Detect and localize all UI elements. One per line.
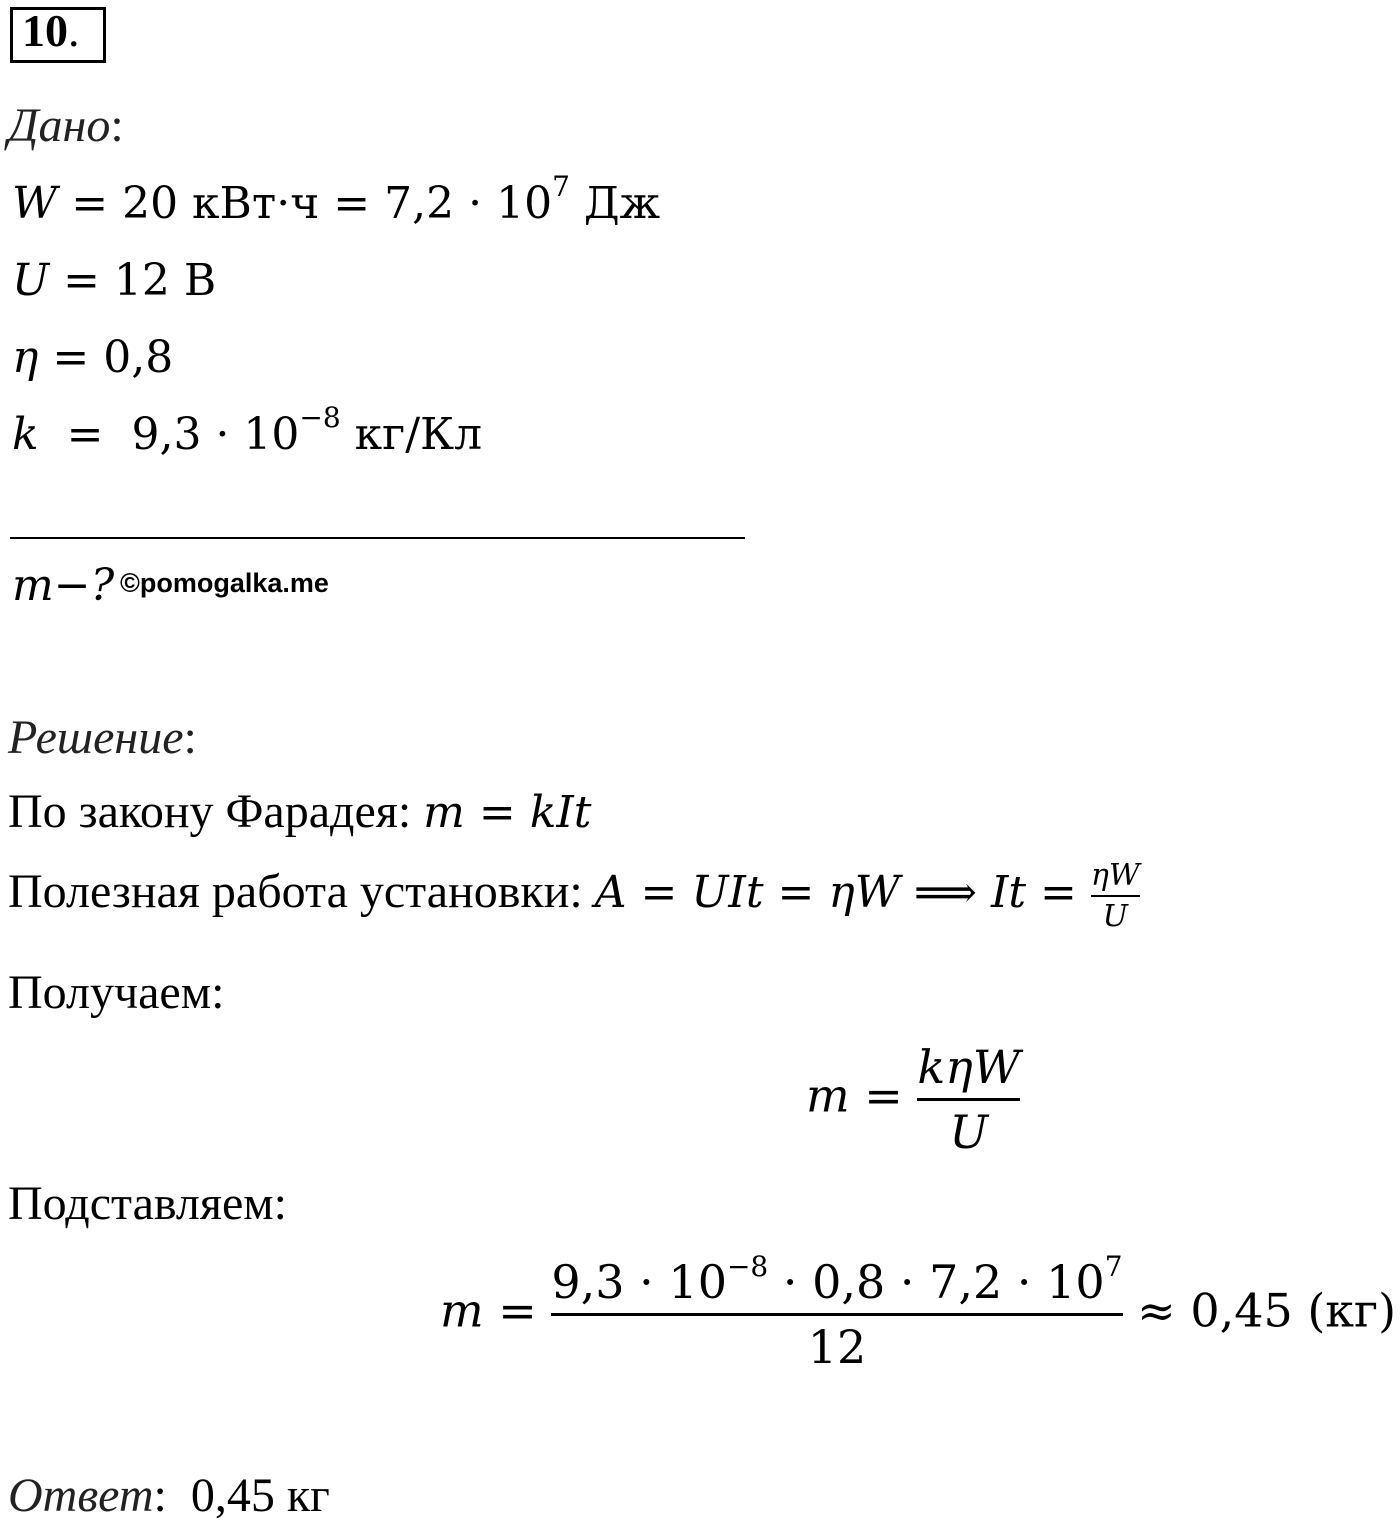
general-formula-fraction: [917, 1040, 1020, 1159]
given-w: [12, 170, 661, 229]
solution-line-2-formula: A = UIt = ηW ⟹ It =: [594, 867, 1091, 919]
find-line: [12, 560, 114, 611]
given-k: [12, 401, 483, 460]
given-w-rhs: = 20 кВт·ч = 7,2 · 10: [57, 178, 553, 229]
solution-line-4-text: Подставляем:: [8, 1177, 287, 1230]
answer-value: 0,45 кг: [190, 1469, 330, 1522]
given-eta-rhs: = 0,8: [38, 332, 174, 383]
given-label-text: Дано: [8, 99, 111, 152]
fraction-bar: [551, 1313, 1122, 1316]
general-formula-lhs: m =: [806, 1068, 918, 1123]
calc-num-exp-1: −8: [726, 1250, 769, 1283]
fraction-denominator: U: [949, 1105, 989, 1159]
calc-num-part-a: 9,3 · 10: [551, 1255, 727, 1309]
fraction-numerator: kηW: [917, 1040, 1021, 1094]
solution-label-text: Решение: [8, 711, 184, 764]
watermark-text: ©pomogalka.me: [120, 568, 329, 598]
given-k-var: k: [12, 409, 39, 460]
given-k-exp: −8: [299, 401, 341, 434]
solution-line-3: [8, 965, 224, 1020]
given-w-var: W: [12, 178, 58, 229]
answer-label: Ответ: [8, 1469, 154, 1522]
problem-number-value: 10: [22, 5, 68, 56]
fraction-bar: [1091, 895, 1140, 897]
problem-number-suffix: .: [68, 5, 80, 56]
solution-line-1-text: По закону Фарадея:: [8, 785, 424, 838]
fraction-denominator: 12: [807, 1320, 867, 1374]
calculation: [440, 1250, 1397, 1374]
fraction-bar: [917, 1098, 1020, 1101]
solution-label: Решение:: [8, 711, 197, 764]
given-w-exp: 7: [552, 170, 570, 203]
calculation-lhs: m =: [440, 1283, 552, 1338]
solution-line-3-text: Получаем:: [8, 966, 225, 1019]
given-label: Дано:: [8, 99, 124, 152]
problem-number: [22, 4, 80, 57]
solution-line-1-formula: m = kIt: [423, 787, 592, 838]
given-k-rhs: = 9,3 · 10: [38, 409, 300, 460]
given-eta: [12, 332, 173, 383]
calc-num-part-b: · 0,8 · 7,2 · 10: [768, 1255, 1105, 1309]
solution-line-4: [8, 1176, 287, 1231]
given-u: [12, 255, 216, 306]
fraction-numerator: [551, 1250, 1123, 1309]
given-divider: [10, 537, 745, 539]
calculation-fraction: [551, 1250, 1123, 1374]
find-text: m−?: [12, 560, 115, 611]
solution-line-1: [8, 784, 591, 839]
solution-line-2: [8, 858, 1140, 934]
solution-line-2-text: Полезная работа установки:: [8, 865, 595, 919]
given-w-unit: Дж: [569, 178, 661, 229]
fraction-denominator: U: [1102, 899, 1128, 934]
calc-num-exp-2: 7: [1104, 1250, 1123, 1283]
fraction-numerator: ηW: [1090, 858, 1140, 893]
given-eta-var: η: [12, 332, 39, 383]
solution-line-2-fraction: [1091, 858, 1140, 934]
general-formula: [806, 1040, 1020, 1159]
answer-line: Ответ: 0,45 кг: [8, 1469, 330, 1522]
watermark: [120, 568, 329, 599]
given-k-unit: кг/Кл: [340, 409, 483, 460]
given-u-rhs: = 12 В: [49, 255, 217, 306]
calculation-result: ≈ 0,45 (кг): [1122, 1283, 1397, 1338]
given-u-var: U: [12, 255, 50, 306]
